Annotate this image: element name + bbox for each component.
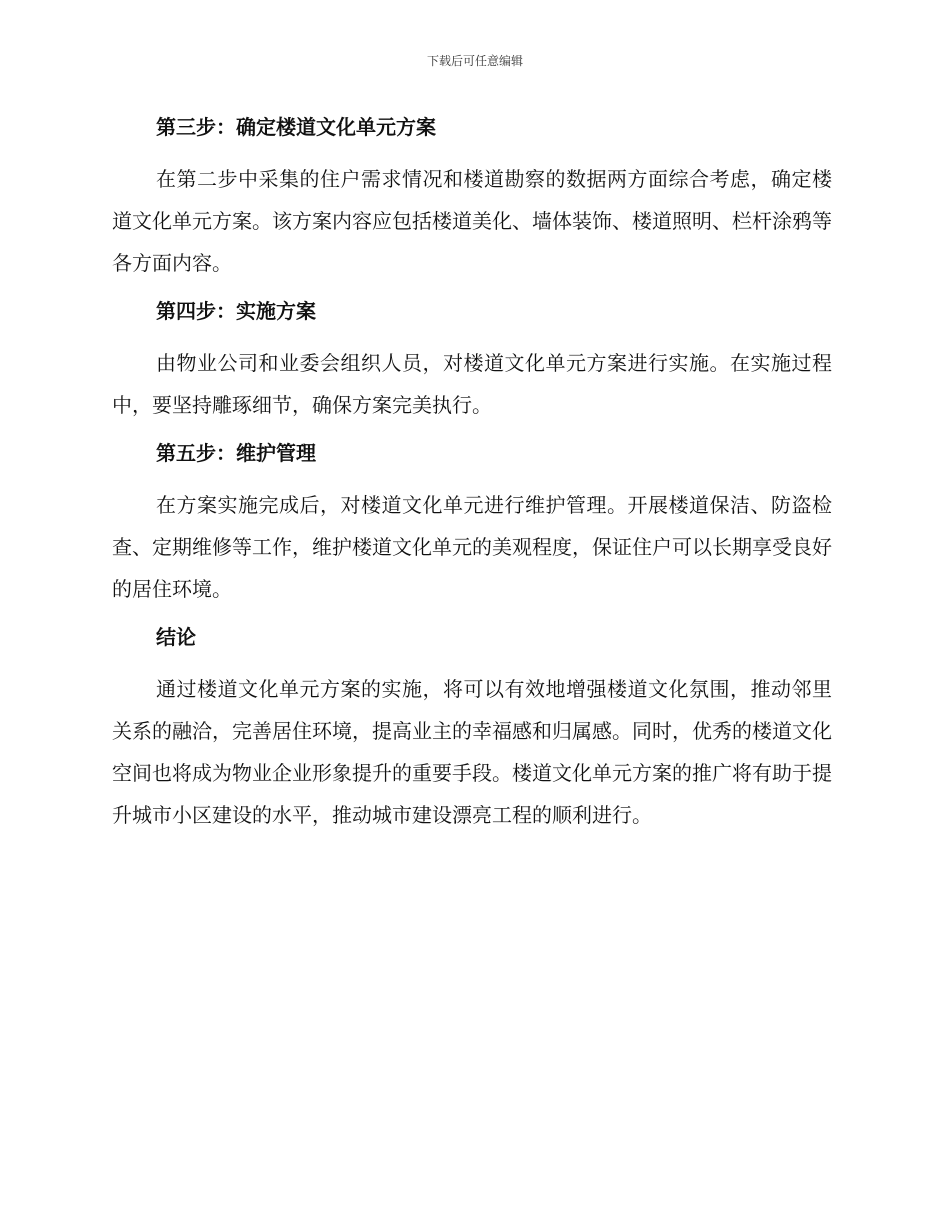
- section-step-four: [112, 294, 832, 426]
- section-paragraph: 由物业公司和业委会组织人员，对楼道文化单元方案进行实施。在实施过程中，要坚持雕琢细节，确保方案完美执行。: [112, 351, 832, 417]
- header-note: 下载后可任意编辑: [426, 54, 523, 68]
- section-heading: 第三步：确定楼道文化单元方案: [156, 115, 436, 139]
- section-paragraph: 在方案实施完成后，对楼道文化单元进行维护管理。开展楼道保洁、防盗检查、定期维修等工作，维护楼道文化单元的美观程度，保证住户可以长期享受良好的居住环境。: [112, 493, 832, 601]
- section-heading: 结论: [156, 625, 196, 649]
- section-heading: 第四步：实施方案: [156, 299, 316, 323]
- section-paragraph: 在第二步中采集的住户需求情况和楼道勘察的数据两方面综合考虑，确定楼道文化单元方案。该方案内容应包括楼道美化、墙体装饰、楼道照明、栏杆涂鸦等各方面内容。: [112, 167, 832, 275]
- section-heading: 第五步：维护管理: [156, 441, 316, 465]
- section-step-five: [112, 436, 832, 610]
- document-body: [112, 110, 832, 846]
- section-step-three: [112, 110, 832, 284]
- section-paragraph: 通过楼道文化单元方案的实施，将可以有效地增强楼道文化氛围，推动邻里关系的融洽，完善居住环境，提高业主的幸福感和归属感。同时，优秀的楼道文化空间也将成为物业企业形象提升的重要手段。楼道文化单元方案的推广将有助于提升城市小区建设的水平，推动城市建设漂亮工程的顺利进行。: [112, 677, 832, 827]
- section-conclusion: [112, 620, 832, 836]
